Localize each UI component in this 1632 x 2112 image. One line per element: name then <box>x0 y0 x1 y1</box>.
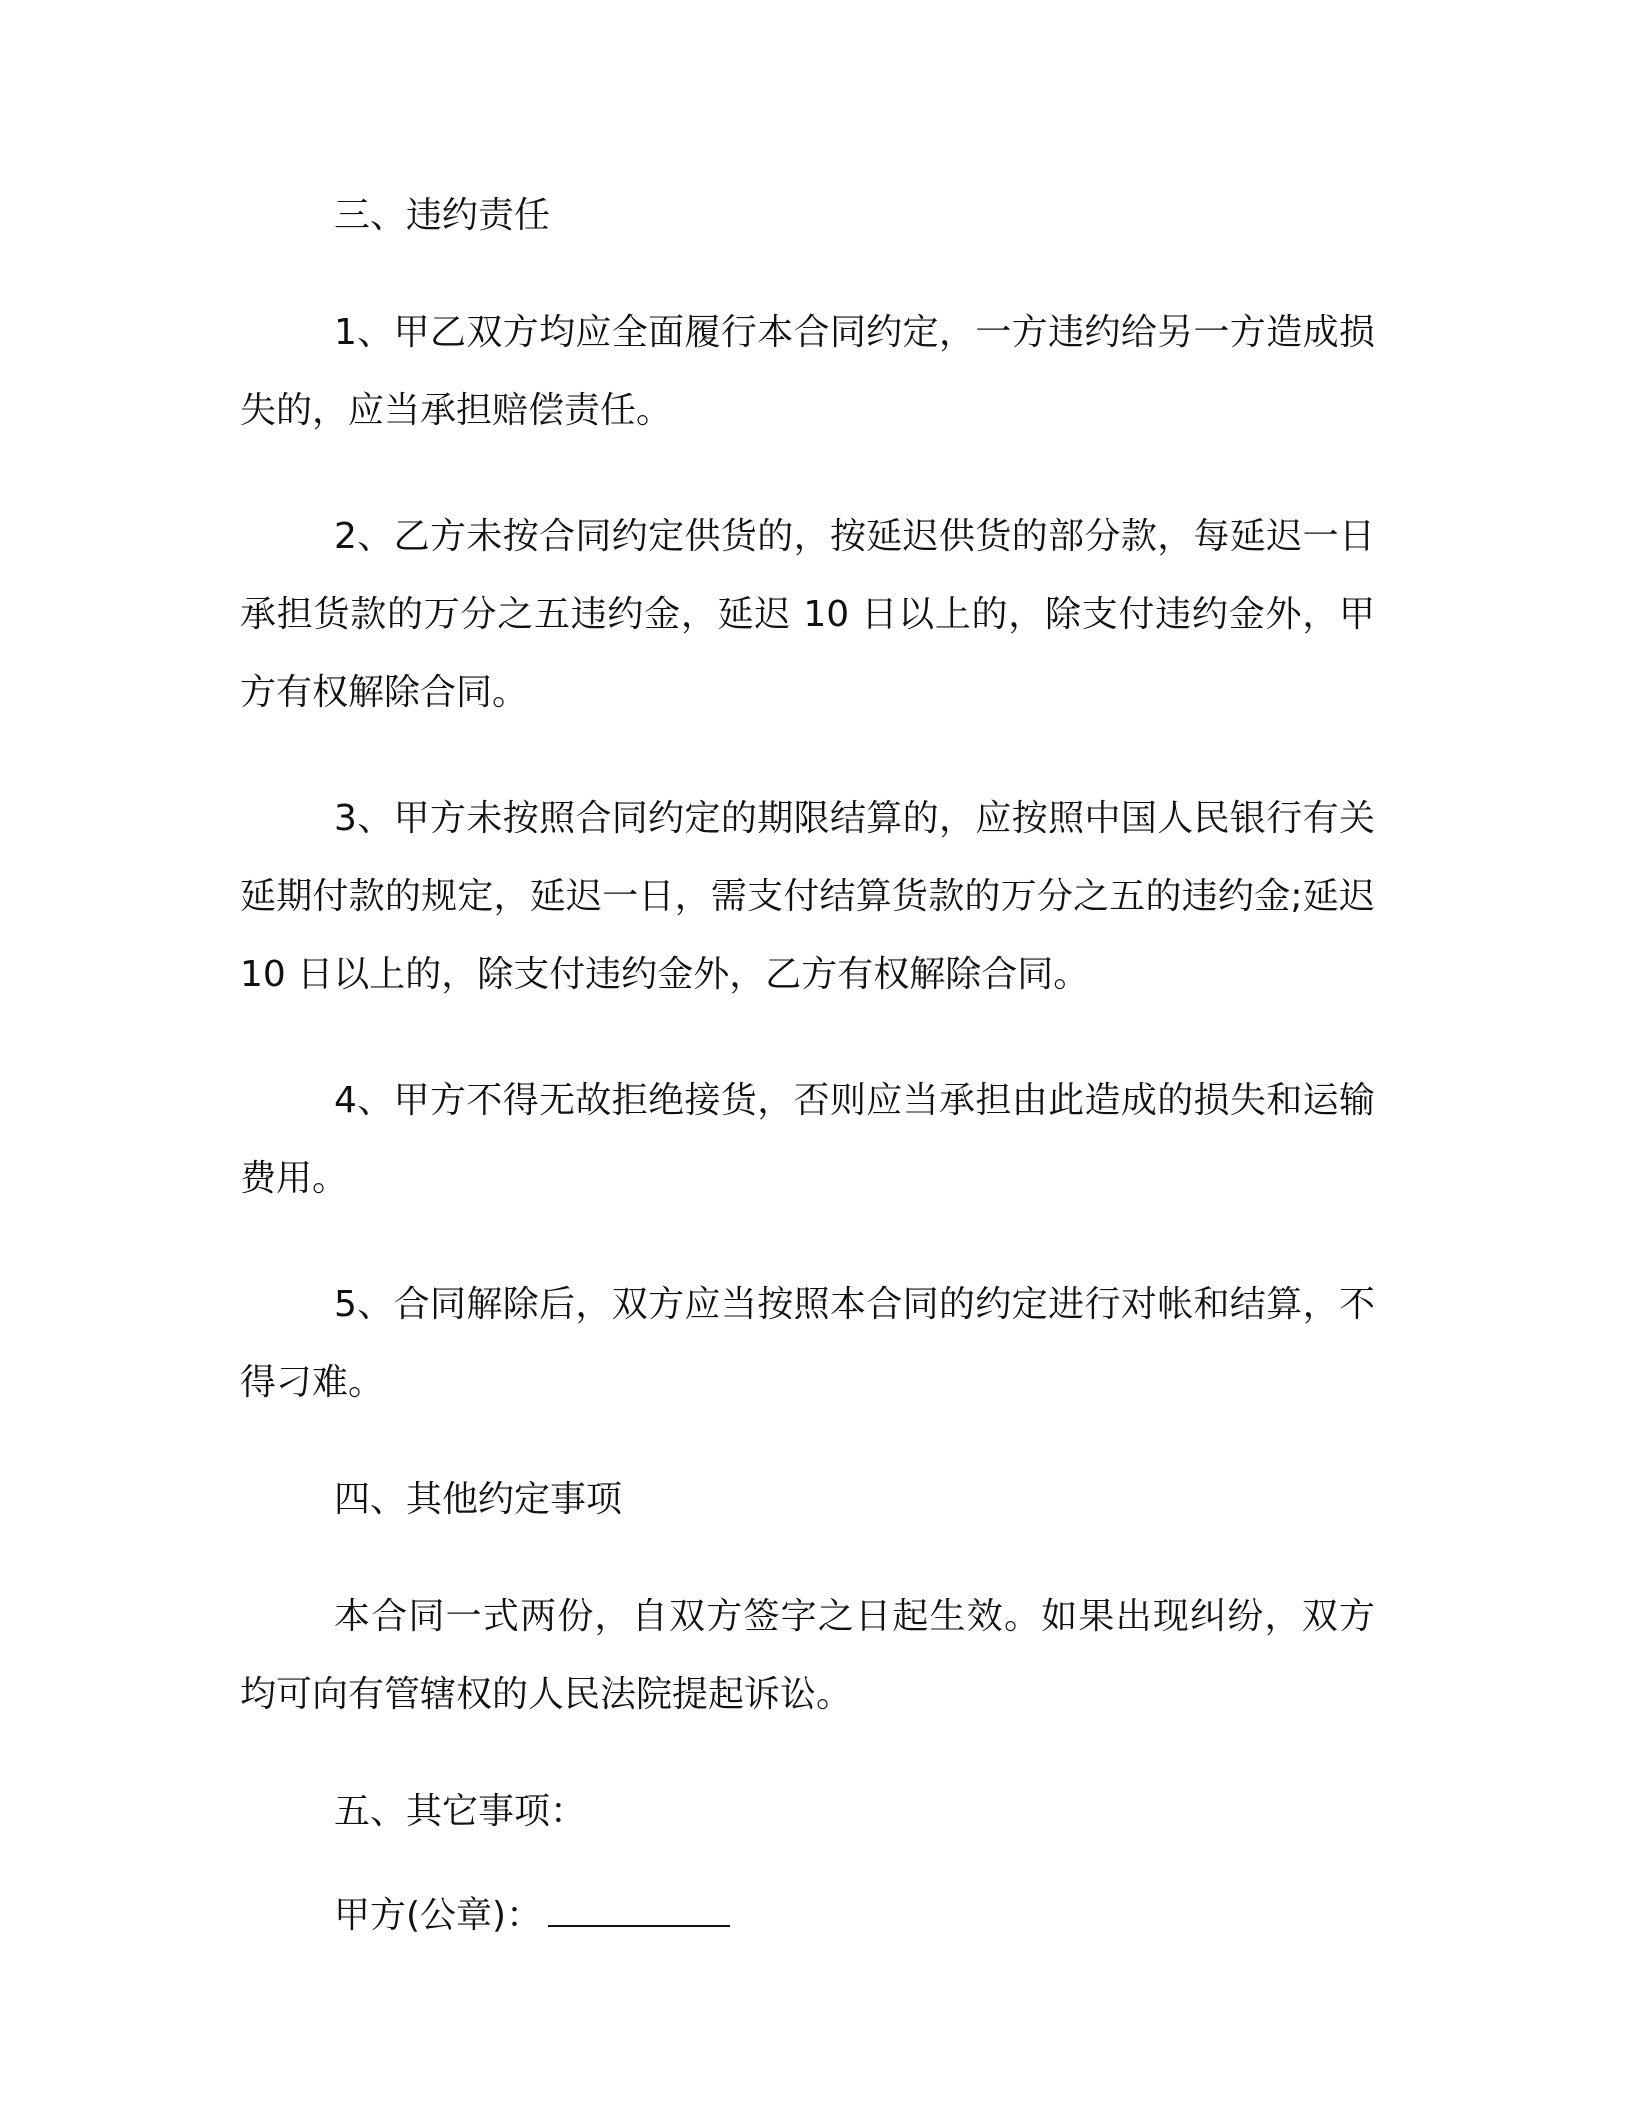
clause-1: 1、甲乙双方均应全面履行本合同约定，一方违约给另一方造成损失的，应当承担赔偿责任。 <box>240 312 1375 431</box>
section-3-heading: 三、违约责任 <box>334 195 551 236</box>
document-body <box>240 190 1375 1942</box>
party-a-signature-row <box>240 1890 1375 1942</box>
clause-4: 4、甲方不得无故拒绝接货，否则应当承担由此造成的损失和运输费用。 <box>240 1080 1375 1199</box>
party-a-signature-line <box>548 1891 730 1927</box>
section-4-text: 本合同一式两份，自双方签字之日起生效。如果出现纠纷，双方均可向有管辖权的人民法院提起诉讼。 <box>240 1596 1375 1715</box>
clause-2: 2、乙方未按合同约定供货的，按延迟供货的部分款，每延迟一日承担货款的万分之五违约金，延迟 10 日以上的，除支付违约金外，甲方有权解除合同。 <box>240 516 1375 713</box>
section-4-heading: 四、其他约定事项 <box>334 1479 623 1520</box>
party-a-label: 甲方(公章)： <box>334 1895 543 1936</box>
clause-5: 5、合同解除后，双方应当按照本合同的约定进行对帐和结算，不得刁难。 <box>240 1284 1375 1403</box>
section-5-heading: 五、其它事项： <box>334 1791 587 1832</box>
clause-3: 3、甲方未按照合同约定的期限结算的，应按照中国人民银行有关延期付款的规定，延迟一日，需支付结算货款的万分之五的违约金;延迟 10 日以上的，除支付违约金外，乙方有权解除合同。 <box>240 798 1375 995</box>
